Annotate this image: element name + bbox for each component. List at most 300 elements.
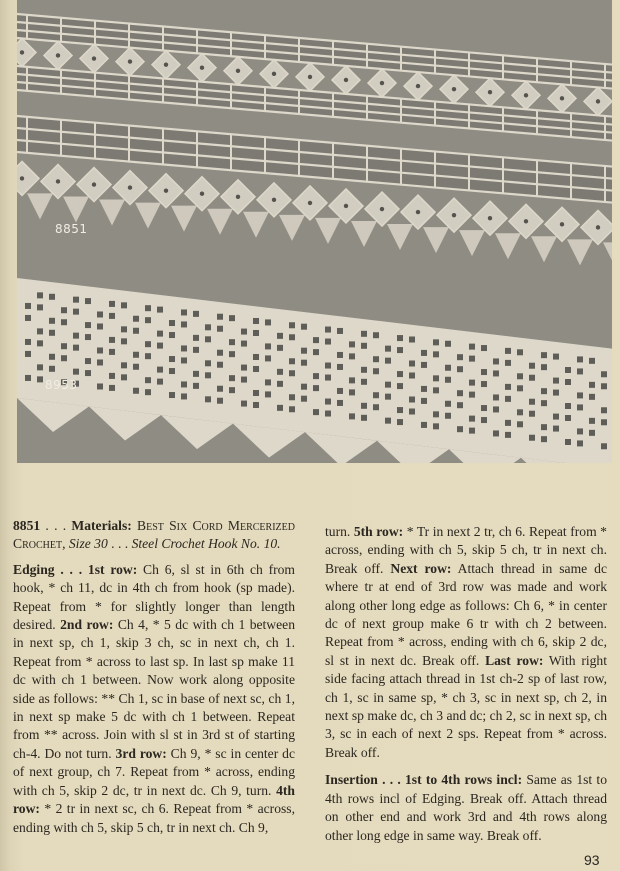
filet-mesh-hole [169, 356, 175, 362]
filet-mesh-hole [241, 329, 247, 335]
filet-mesh-hole [361, 331, 367, 337]
filet-mesh-hole [205, 396, 211, 402]
filet-mesh-hole [577, 356, 583, 362]
filet-mesh-hole [133, 316, 139, 322]
photo-label-8851: 8851 [55, 222, 88, 236]
filet-mesh-hole [553, 390, 559, 396]
filet-mesh-hole [565, 415, 571, 421]
filet-mesh-hole [49, 330, 55, 336]
filet-mesh-hole [181, 345, 187, 351]
filet-mesh-hole [601, 407, 607, 413]
filet-mesh-hole [289, 370, 295, 376]
filet-mesh-hole [301, 384, 307, 390]
filet-mesh-hole [397, 335, 403, 341]
filet-mesh-hole [589, 358, 595, 364]
insertion-motif-center [164, 62, 168, 66]
filet-mesh-hole [505, 420, 511, 426]
filet-mesh-hole [109, 313, 115, 319]
filet-mesh-hole [25, 375, 31, 381]
filet-mesh-hole [121, 326, 127, 332]
filet-mesh-hole [301, 396, 307, 402]
filet-mesh-hole [445, 413, 451, 419]
insertion-motif-center [524, 93, 528, 97]
filet-mesh-hole [601, 371, 607, 377]
lace-illustration [17, 0, 612, 463]
filet-mesh-hole [433, 339, 439, 345]
filet-mesh-hole [517, 373, 523, 379]
filet-mesh-hole [529, 399, 535, 405]
filet-mesh-hole [61, 307, 67, 313]
filet-mesh-hole [361, 343, 367, 349]
next-row-text: Attach thread in same dc where tr at end of 3rd row was made and work along other long edge as follows: Ch 6, * in center dc of next group make 6 tr with ch 2 between. Repeat from * across, ending with ch 6, skip 2 dc, sl st in next dc. Break off. [325, 560, 607, 668]
filet-mesh-hole [241, 365, 247, 371]
edging-motif-center [452, 213, 456, 217]
lace-samples-photo [17, 0, 612, 463]
filet-mesh-hole [61, 319, 67, 325]
filet-mesh-hole [205, 336, 211, 342]
filet-mesh-hole [601, 419, 607, 425]
row-3-label: 3rd row: [115, 745, 167, 761]
filet-mesh-hole [517, 409, 523, 415]
insertion-motif-center [236, 69, 240, 73]
filet-mesh-hole [73, 345, 79, 351]
filet-mesh-hole [577, 392, 583, 398]
filet-mesh-hole [157, 331, 163, 337]
filet-mesh-hole [277, 345, 283, 351]
edging-motif-center [92, 182, 96, 186]
edging-motif-center [128, 185, 132, 189]
filet-mesh-hole [505, 396, 511, 402]
filet-mesh-hole [253, 366, 259, 372]
filet-mesh-hole [589, 430, 595, 436]
filet-mesh-hole [85, 322, 91, 328]
filet-mesh-hole [169, 392, 175, 398]
filet-mesh-hole [421, 398, 427, 404]
filet-mesh-hole [337, 352, 343, 358]
filet-mesh-hole [73, 333, 79, 339]
filet-mesh-hole [169, 320, 175, 326]
filet-mesh-hole [565, 367, 571, 373]
filet-mesh-hole [457, 390, 463, 396]
filet-mesh-hole [505, 384, 511, 390]
filet-mesh-hole [517, 421, 523, 427]
filet-mesh-hole [349, 353, 355, 359]
filet-mesh-hole [277, 369, 283, 375]
filet-mesh-hole [241, 341, 247, 347]
filet-mesh-hole [313, 337, 319, 343]
insertion-motif-center [596, 99, 600, 103]
edging-motif-center [488, 216, 492, 220]
filet-mesh-hole [97, 359, 103, 365]
continued-text: turn. [325, 524, 354, 539]
insertion-motif-center [416, 84, 420, 88]
insertion-motif-center [128, 59, 132, 63]
row-3-text: Ch 9, * sc in center dc of next group, ch 7. Repeat from * across, ending with ch 5, skip 2 dc, tr in next dc. Ch 9, turn. [13, 745, 295, 798]
filet-mesh-hole [289, 406, 295, 412]
filet-mesh-hole [253, 330, 259, 336]
edging-motif-center [596, 225, 600, 229]
filet-mesh-hole [193, 383, 199, 389]
filet-mesh-hole [109, 301, 115, 307]
insertion-motif-center [20, 50, 24, 54]
filet-mesh-hole [517, 349, 523, 355]
filet-mesh-hole [121, 374, 127, 380]
right-column [325, 523, 607, 845]
row-2-text: Ch 4, * 5 dc with ch 1 between in next sp, ch 1, skip 3 ch, sc in next ch, ch 1. Repeat from * across to last sp. In last sp make 11 dc with ch 1 between. Now work along opposite side as follows: ** Ch 1, sc in base of next sc, ch 1, in next sp make 5 dc with ch 1 between. Repeat from ** across. Join with sl st in 3rd st of starting ch-4. Do not turn. [13, 617, 295, 761]
filet-mesh-hole [97, 383, 103, 389]
filet-mesh-hole [385, 418, 391, 424]
filet-mesh-hole [349, 389, 355, 395]
filet-mesh-hole [25, 315, 31, 321]
filet-mesh-hole [253, 402, 259, 408]
filet-mesh-hole [433, 387, 439, 393]
filet-mesh-hole [37, 328, 43, 334]
filet-mesh-hole [229, 351, 235, 357]
filet-mesh-hole [181, 393, 187, 399]
edging-motif-center [200, 192, 204, 196]
filet-mesh-hole [445, 341, 451, 347]
filet-mesh-hole [97, 311, 103, 317]
filet-mesh-hole [289, 334, 295, 340]
filet-mesh-hole [553, 378, 559, 384]
filet-mesh-hole [373, 332, 379, 338]
filet-mesh-hole [205, 360, 211, 366]
filet-mesh-hole [361, 415, 367, 421]
filet-mesh-hole [337, 388, 343, 394]
filet-mesh-hole [217, 386, 223, 392]
filet-mesh-hole [217, 326, 223, 332]
row-5-label: 5th row: [353, 524, 404, 539]
filet-mesh-hole [517, 385, 523, 391]
edging-motif-center [344, 204, 348, 208]
filet-mesh-hole [349, 413, 355, 419]
filet-mesh-hole [265, 379, 271, 385]
row-2-label: 2nd row: [60, 617, 114, 633]
filet-mesh-hole [229, 375, 235, 381]
filet-mesh-hole [385, 346, 391, 352]
filet-mesh-hole [193, 347, 199, 353]
filet-mesh-hole [217, 362, 223, 368]
filet-mesh-hole [25, 351, 31, 357]
page-number: 93 [584, 852, 600, 868]
filet-mesh-hole [205, 324, 211, 330]
filet-mesh-hole [229, 339, 235, 345]
filet-mesh-hole [325, 363, 331, 369]
filet-mesh-hole [229, 315, 235, 321]
filet-mesh-hole [109, 337, 115, 343]
comma: , [62, 536, 69, 552]
filet-mesh-hole [469, 380, 475, 386]
filet-mesh-hole [373, 392, 379, 398]
filet-mesh-hole [373, 404, 379, 410]
filet-mesh-hole [469, 344, 475, 350]
filet-mesh-hole [481, 381, 487, 387]
filet-mesh-hole [433, 411, 439, 417]
continued-paragraph [325, 523, 607, 762]
filet-mesh-hole [61, 343, 67, 349]
filet-mesh-hole [541, 352, 547, 358]
filet-mesh-hole [145, 377, 151, 383]
insertion-text: Same as 1st to 4th rows incl of Edging. Break off. Attach thread on other end and work 3rd and 4th rows along other long edge in same way. Break off. [325, 772, 607, 843]
filet-mesh-hole [85, 298, 91, 304]
filet-mesh-hole [145, 389, 151, 395]
filet-mesh-hole [241, 401, 247, 407]
photo-label-8953: 8953 [45, 378, 78, 392]
filet-mesh-hole [325, 327, 331, 333]
edging-motif-center [236, 195, 240, 199]
filet-mesh-hole [397, 347, 403, 353]
filet-mesh-hole [565, 403, 571, 409]
filet-mesh-hole [313, 349, 319, 355]
filet-mesh-hole [553, 426, 559, 432]
filet-mesh-hole [349, 341, 355, 347]
filet-mesh-hole [577, 368, 583, 374]
insertion-motif-center [344, 78, 348, 82]
filet-mesh-hole [301, 324, 307, 330]
filet-mesh-hole [409, 360, 415, 366]
filet-mesh-hole [601, 383, 607, 389]
filet-mesh-hole [397, 383, 403, 389]
row-4-text: * 2 tr in next sc, ch 6. Repeat from * across, ending with ch 5, skip 5 ch, tr in next ch. Ch 9, [13, 801, 295, 835]
filet-mesh-hole [553, 354, 559, 360]
filet-mesh-hole [325, 375, 331, 381]
filet-mesh-hole [229, 387, 235, 393]
filet-mesh-hole [289, 322, 295, 328]
filet-mesh-hole [433, 351, 439, 357]
filet-mesh-hole [265, 355, 271, 361]
filet-mesh-hole [397, 407, 403, 413]
filet-mesh-hole [469, 356, 475, 362]
filet-mesh-hole [61, 355, 67, 361]
filet-mesh-hole [421, 422, 427, 428]
filet-mesh-hole [241, 377, 247, 383]
edging-motif-center [524, 219, 528, 223]
filet-mesh-hole [289, 394, 295, 400]
filet-mesh-hole [169, 332, 175, 338]
edging-motif-center [416, 210, 420, 214]
filet-mesh-hole [301, 348, 307, 354]
filet-mesh-hole [541, 388, 547, 394]
filet-mesh-hole [121, 302, 127, 308]
filet-mesh-hole [541, 400, 547, 406]
insertion-motif-center [452, 87, 456, 91]
filet-mesh-hole [385, 382, 391, 388]
row-4-label: 4th row: [13, 782, 295, 817]
filet-mesh-hole [37, 304, 43, 310]
last-row-label: Last row: [485, 652, 544, 668]
hook-size: Steel Crochet Hook No. 10. [131, 536, 281, 552]
filet-mesh-hole [133, 388, 139, 394]
filet-mesh-hole [481, 405, 487, 411]
filet-mesh-hole [577, 440, 583, 446]
edging-motif-center [56, 179, 60, 183]
filet-mesh-hole [481, 345, 487, 351]
filet-mesh-hole [37, 364, 43, 370]
materials-paragraph [13, 517, 295, 554]
filet-mesh-hole [145, 353, 151, 359]
insertion-motif-center [560, 96, 564, 100]
filet-mesh-hole [97, 347, 103, 353]
filet-mesh-hole [121, 338, 127, 344]
thread-name: Best Six Cord Mercerized Crochet [13, 518, 295, 552]
filet-mesh-hole [313, 373, 319, 379]
filet-mesh-hole [421, 386, 427, 392]
filet-mesh-hole [529, 363, 535, 369]
filet-mesh-hole [73, 369, 79, 375]
filet-mesh-hole [409, 372, 415, 378]
filet-mesh-hole [37, 292, 43, 298]
filet-mesh-hole [541, 424, 547, 430]
edging-paragraph [13, 561, 295, 837]
filet-mesh-hole [49, 366, 55, 372]
filet-mesh-hole [265, 343, 271, 349]
filet-mesh-hole [493, 358, 499, 364]
filet-mesh-hole [373, 356, 379, 362]
filet-mesh-hole [277, 333, 283, 339]
filet-mesh-hole [145, 317, 151, 323]
filet-mesh-hole [121, 362, 127, 368]
insertion-motif-center [380, 81, 384, 85]
filet-mesh-hole [205, 372, 211, 378]
insertion-motif-center [308, 75, 312, 79]
filet-mesh-hole [589, 382, 595, 388]
filet-mesh-hole [217, 398, 223, 404]
filet-mesh-hole [49, 354, 55, 360]
filet-mesh-hole [601, 443, 607, 449]
filet-mesh-hole [589, 418, 595, 424]
filet-mesh-hole [109, 385, 115, 391]
filet-mesh-hole [373, 368, 379, 374]
filet-mesh-hole [493, 394, 499, 400]
filet-mesh-hole [277, 405, 283, 411]
insertion-motif-center [92, 56, 96, 60]
filet-mesh-hole [25, 303, 31, 309]
insertion-motif-center [272, 72, 276, 76]
filet-mesh-hole [169, 368, 175, 374]
materials-label: Materials: [71, 518, 138, 533]
filet-mesh-hole [361, 403, 367, 409]
filet-mesh-hole [565, 379, 571, 385]
filet-mesh-hole [409, 396, 415, 402]
filet-mesh-hole [181, 357, 187, 363]
filet-mesh-hole [433, 423, 439, 429]
filet-mesh-hole [541, 436, 547, 442]
filet-mesh-hole [457, 366, 463, 372]
filet-mesh-hole [421, 362, 427, 368]
filet-mesh-hole [361, 379, 367, 385]
filet-mesh-hole [133, 364, 139, 370]
filet-mesh-hole [253, 390, 259, 396]
filet-mesh-hole [157, 379, 163, 385]
filet-mesh-hole [193, 335, 199, 341]
filet-mesh-hole [109, 373, 115, 379]
filet-mesh-hole [445, 401, 451, 407]
filet-mesh-hole [481, 417, 487, 423]
filet-mesh-hole [37, 376, 43, 382]
row-5-text: * Tr in next 2 tr, ch 6. Repeat from * across, ending with ch 5, skip 5 ch, tr in next ch. Break off. [325, 524, 607, 576]
filet-mesh-hole [577, 428, 583, 434]
filet-mesh-hole [85, 334, 91, 340]
next-row-label: Next row: [390, 560, 452, 576]
filet-mesh-hole [145, 341, 151, 347]
filet-mesh-hole [421, 350, 427, 356]
filet-mesh-hole [361, 367, 367, 373]
pattern-number: 8851 [13, 518, 41, 533]
filet-mesh-hole [73, 309, 79, 315]
edging-motif-center [272, 198, 276, 202]
filet-mesh-hole [253, 354, 259, 360]
filet-mesh-hole [565, 439, 571, 445]
filet-mesh-hole [313, 409, 319, 415]
filet-mesh-hole [589, 394, 595, 400]
last-row-text: With right side facing attach thread in 1st ch-2 sp of last row, ch 1, sc in same sp, * ch 3, sc in next sp, ch 2, in next sp make dc, ch 3 and dc; ch 2, sc in next sp, ch 3, sc in each of next 2 sps. Repeat from * across. Break off. [325, 652, 607, 760]
filet-mesh-hole [277, 381, 283, 387]
filet-mesh-hole [385, 394, 391, 400]
edging-motif-center [308, 201, 312, 205]
filet-mesh-hole [289, 358, 295, 364]
filet-mesh-hole [457, 354, 463, 360]
insertion-motif-center [200, 66, 204, 70]
filet-mesh-hole [337, 364, 343, 370]
filet-mesh-hole [445, 365, 451, 371]
filet-mesh-hole [409, 408, 415, 414]
filet-mesh-hole [145, 305, 151, 311]
filet-mesh-hole [493, 406, 499, 412]
filet-mesh-hole [265, 319, 271, 325]
filet-mesh-hole [181, 381, 187, 387]
filet-mesh-hole [397, 371, 403, 377]
filet-mesh-hole [325, 339, 331, 345]
filet-mesh-hole [529, 435, 535, 441]
filet-mesh-hole [73, 297, 79, 303]
insertion-motif-center [56, 53, 60, 57]
filet-mesh-hole [469, 428, 475, 434]
edging-text: Ch 6, sl st in 6th ch from hook, * ch 11, dc in 4th ch from hook (sp made). Repeat from * for slightly longer than length desired. [13, 561, 295, 633]
filet-mesh-hole [469, 416, 475, 422]
edging-heading: Edging . . . 1st row: [13, 561, 138, 577]
filet-mesh-hole [445, 377, 451, 383]
filet-mesh-hole [469, 392, 475, 398]
filet-mesh-hole [97, 323, 103, 329]
filet-mesh-hole [85, 358, 91, 364]
edging-motif-center [164, 188, 168, 192]
filet-mesh-hole [85, 370, 91, 376]
filet-mesh-hole [157, 343, 163, 349]
filet-mesh-hole [49, 294, 55, 300]
filet-mesh-hole [217, 314, 223, 320]
filet-mesh-hole [109, 349, 115, 355]
edging-motif-center [20, 176, 24, 180]
filet-mesh-hole [25, 339, 31, 345]
filet-mesh-hole [265, 391, 271, 397]
filet-mesh-hole [253, 318, 259, 324]
filet-mesh-hole [505, 360, 511, 366]
filet-mesh-hole [541, 364, 547, 370]
insertion-heading: Insertion . . . 1st to 4th rows incl: [325, 772, 523, 788]
insertion-paragraph [325, 771, 607, 845]
filet-mesh-hole [529, 375, 535, 381]
filet-mesh-hole [349, 377, 355, 383]
filet-mesh-hole [325, 411, 331, 417]
filet-mesh-hole [505, 348, 511, 354]
filet-mesh-hole [133, 352, 139, 358]
filet-mesh-hole [529, 411, 535, 417]
filet-mesh-hole [157, 367, 163, 373]
filet-mesh-hole [37, 340, 43, 346]
filet-mesh-hole [385, 358, 391, 364]
filet-mesh-hole [457, 426, 463, 432]
filet-mesh-hole [493, 370, 499, 376]
